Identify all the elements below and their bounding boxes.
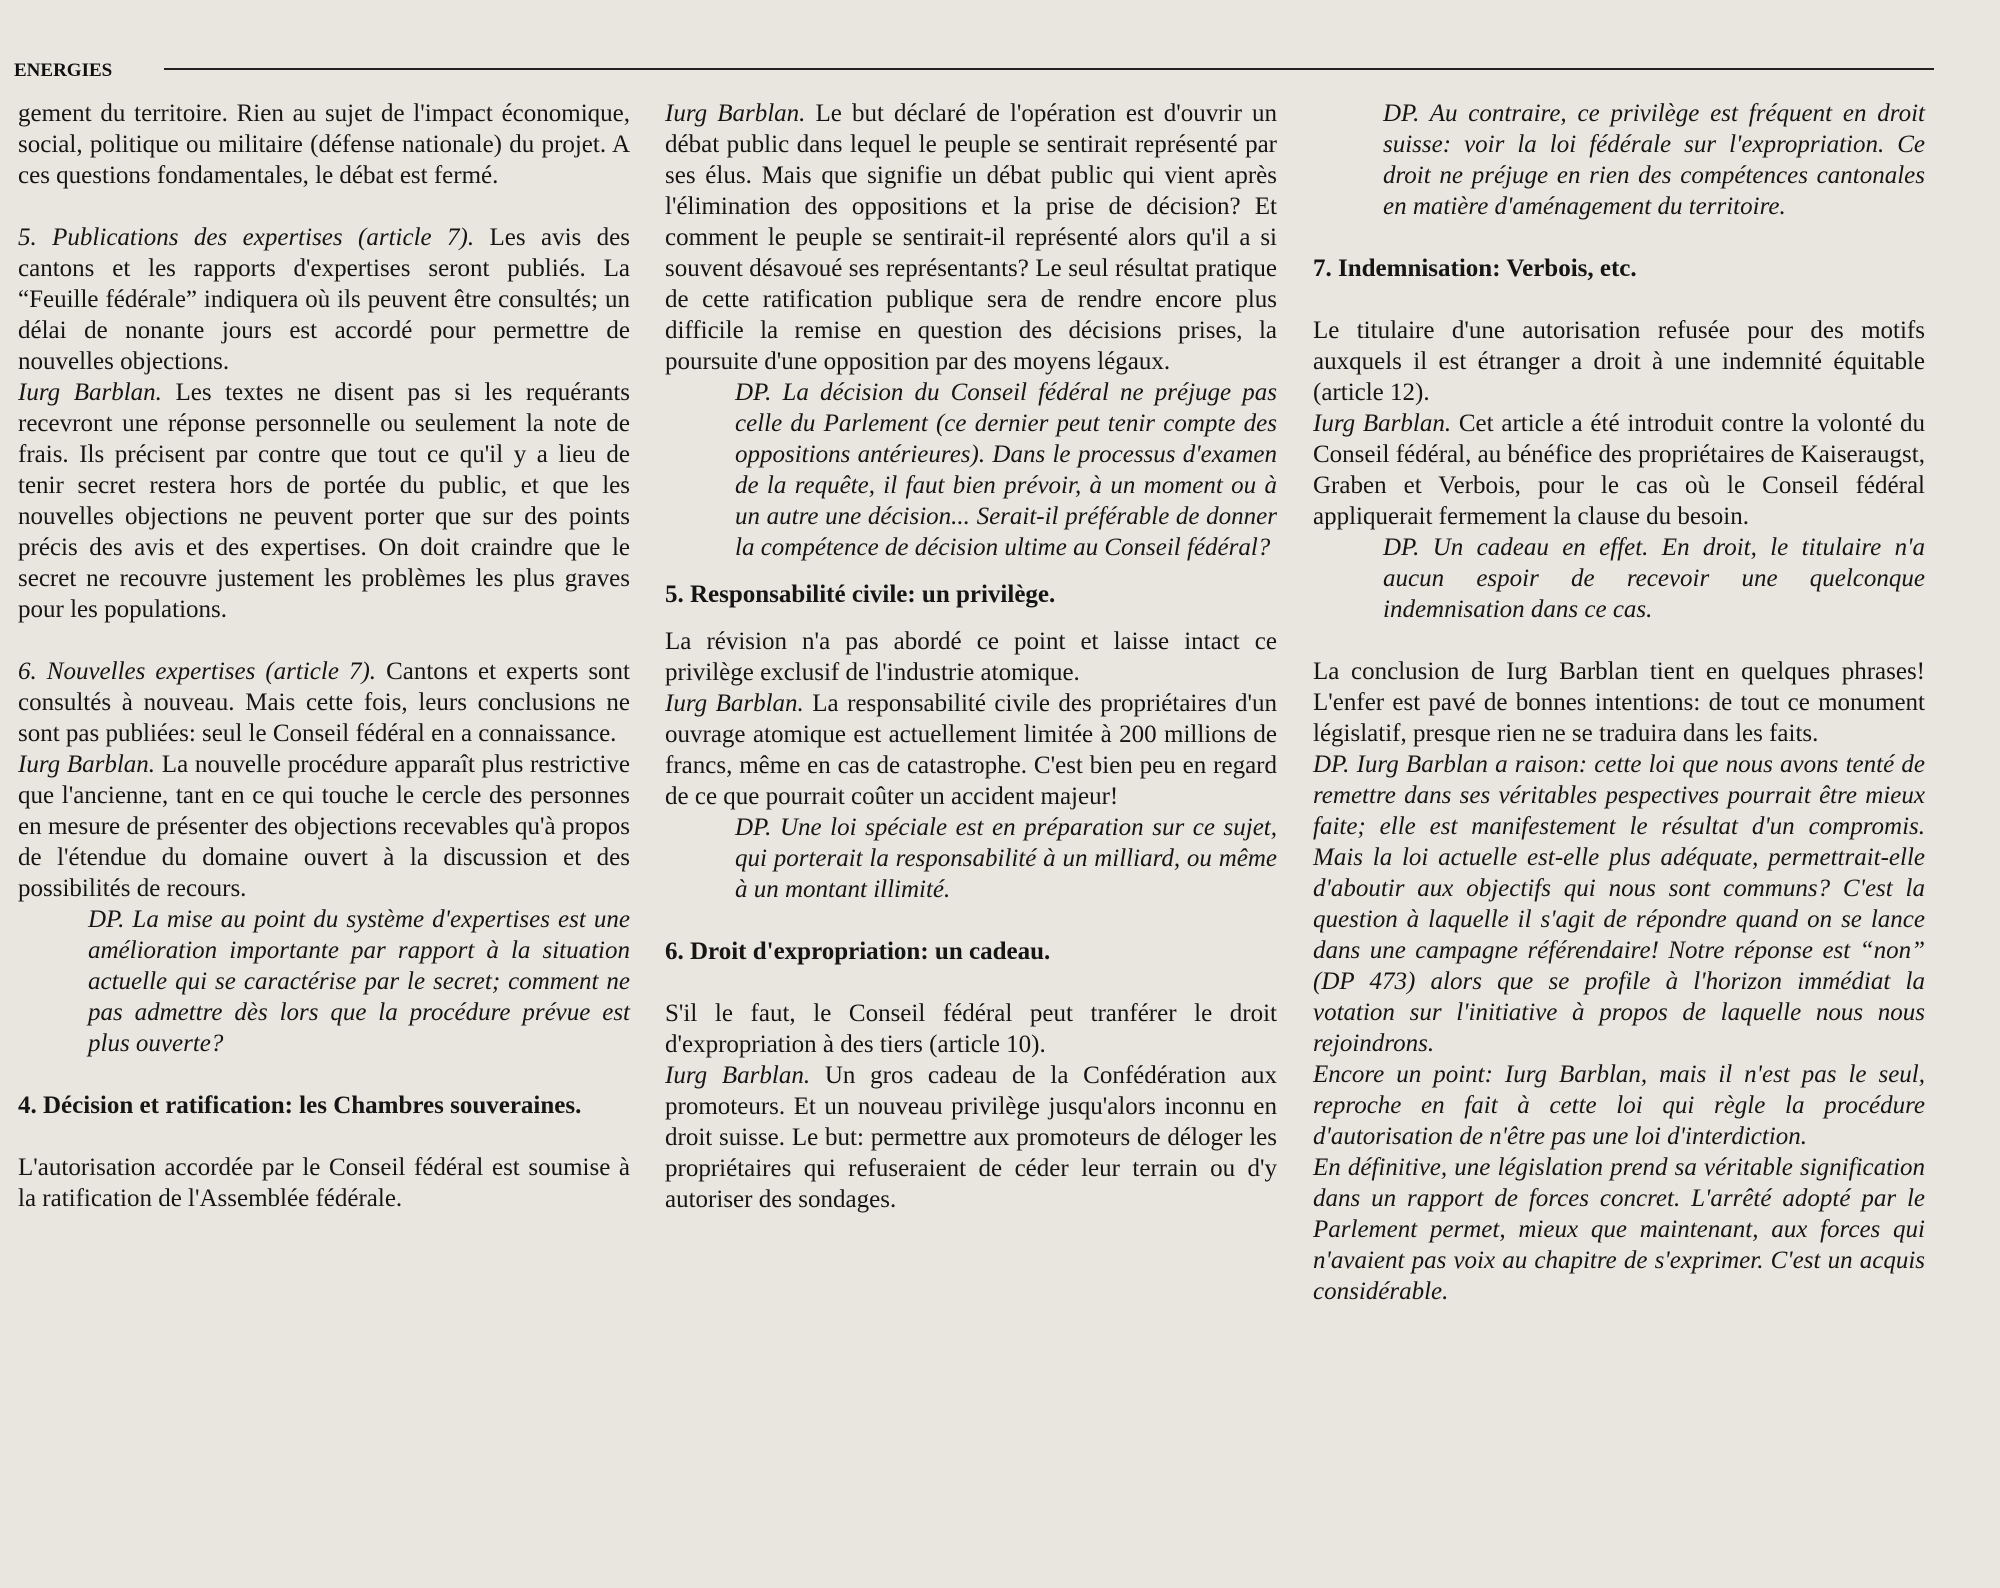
section-label: ENERGIES [14, 60, 113, 81]
dp-response: DP. Un cadeau en effet. En droit, le titulaire n'a aucun espoir de recevoir une quelconque indemnisation dans ce cas. [1383, 534, 1925, 623]
dp-response: DP. Iurg Barblan a raison: cette loi que nous avons tenté de remettre dans ses véritables pespectives pourrait être mieux faite; elle est manifestement le résultat d'un compromis. Mais la loi actuelle est-elle plus adéquate, permettrait-elle d'aboutir aux objectifs qui nous sont communs? C'est la question à laquelle il s'agit de répondre quand on se lance dans une campagne référendaire! Notre réponse est “non” (DP 473) alors que se profile à l'horizon immédiat la votation sur l'initiative à propos de laquelle nous nous rejoindrons. [1313, 751, 1925, 1057]
section-heading: 5. Responsabilité civile: un privilège. [665, 581, 1056, 608]
column-2 [665, 98, 1277, 1215]
article-lead: 6. Nouvelles expertises (article 7). [18, 658, 377, 685]
paragraph [1313, 408, 1925, 532]
paragraph: La révision n'a pas abordé ce point et laisse intact ce privilège exclusif de l'industrie atomique. [665, 628, 1277, 686]
speaker-name: Iurg Barblan. [665, 100, 806, 127]
dp-response: DP. Au contraire, ce privilège est fréquent en droit suisse: voir la loi fédérale sur l'expropriation. Ce droit ne préjuge en rien des compétences cantonales en matière d'aménagement du territoire. [1383, 100, 1925, 220]
page-header [14, 60, 1934, 90]
paragraph-text: La responsabilité civile des propriétaires d'un ouvrage atomique est actuellement limitée à 200 millions de francs, même en cas de catastrophe. C'est bien peu en regard de ce que pourrait coûter un accident majeur! [665, 690, 1277, 810]
speaker-name: Iurg Barblan. [1313, 410, 1452, 437]
paragraph: gement du territoire. Rien au sujet de l'impact économique, social, politique ou militaire (défense nationale) du projet. A ces questions fondamentales, le débat est fermé. [18, 100, 630, 189]
paragraph-text: Les textes ne disent pas si les requérants recevront une réponse personnelle ou seulement la note de frais. Ils précisent par contre que tout ce qu'il y a lieu de tenir secret restera hors de portée du public, et que les nouvelles objections ne peuvent porter que sur des points précis des avis et des expertises. On doit craindre que le secret ne recouvre justement les problèmes les plus graves pour les populations. [18, 379, 630, 623]
speaker-name: Iurg Barblan. [18, 379, 162, 406]
paragraph: L'autorisation accordée par le Conseil fédéral est soumise à la ratification de l'Assemblée fédérale. [18, 1154, 630, 1212]
speaker-name: Iurg Barblan. [18, 751, 156, 778]
paragraph [665, 98, 1277, 377]
paragraph: La conclusion de Iurg Barblan tient en quelques phrases! L'enfer est pavé de bonnes intentions: de tout ce monument législatif, presque rien ne se traduira dans les faits. [1313, 658, 1925, 747]
paragraph-text: Cet article a été introduit contre la volonté du Conseil fédéral, au bénéfice des propriétaires de Kaiseraugst, Graben et Verbois, pour le cas où le Conseil fédéral appliquerait fermement la clause du besoin. [1313, 410, 1925, 530]
column-3 [1313, 98, 1925, 1307]
section-heading: 7. Indemnisation: Verbois, etc. [1313, 255, 1637, 282]
column-1 [18, 98, 630, 1214]
paragraph [665, 688, 1277, 812]
article-lead: 5. Publications des expertises (article 7). [18, 224, 475, 251]
paragraph [18, 749, 630, 904]
paragraph-text: Les avis des cantons et les rapports d'expertises seront publiés. La “Feuille fédérale” indiquera où ils peuvent être consultés; un délai de nonante jours est accordé pour permettre de nouvelles objections. [18, 224, 630, 375]
header-rule [164, 68, 1934, 70]
speaker-name: Iurg Barblan. [665, 1062, 811, 1089]
paragraph [18, 656, 630, 749]
paragraph [665, 1060, 1277, 1215]
paragraph-text: Un gros cadeau de la Confédération aux promoteurs. Et un nouveau privilège jusqu'alors inconnu en droit suisse. Le but: permettre aux promoteurs de déloger les propriétaires qui refuseraient de céder leur terrain ou d'y autoriser des sondages. [665, 1062, 1278, 1213]
paragraph-text: Cantons et experts sont consultés à nouveau. Mais cette fois, leurs conclusions ne sont pas publiées: seul le Conseil fédéral en a connaissance. [18, 658, 630, 747]
paragraph-text: Le but déclaré de l'opération est d'ouvrir un débat public dans lequel le peuple se sentirait représenté par ses élus. Mais que signifie un débat public qui vient après l'élimination des oppositions et la prise de décision? Et comment le peuple se sentirait-il représenté alors qu'il a si souvent désavoué ses représentants? Le seul résultat pratique de cette ratification publique sera de rendre encore plus difficile la remise en question des décisions prises, la poursuite d'une opposition par des moyens légaux. [665, 100, 1277, 375]
dp-response: DP. Une loi spéciale est en préparation sur ce sujet, qui porterait la responsabilité à un milliard, ou même à un montant illimité. [735, 814, 1277, 903]
paragraph-text: La nouvelle procédure apparaît plus restrictive que l'ancienne, tant en ce qui touche le cercle des personnes en mesure de présenter des objections recevables qu'à propos de l'étendue du domaine ouvert à la discussion et des possibilités de recours. [18, 751, 630, 902]
paragraph: S'il le faut, le Conseil fédéral peut tranférer le droit d'expropriation à des tiers (article 10). [665, 1000, 1277, 1058]
paragraph [18, 222, 630, 377]
dp-response: DP. La décision du Conseil fédéral ne préjuge pas celle du Parlement (ce dernier peut tenir compte des oppositions antérieures). Dans le processus d'examen de la requête, il faut bien prévoir, à un moment ou à un autre une décision... Serait-il préférable de donner la compétence de décision ultime au Conseil fédéral? [735, 379, 1277, 561]
dp-response: Encore un point: Iurg Barblan, mais il n'est pas le seul, reproche en fait à cette loi qui règle la procédure d'autorisation de n'être pas une loi d'interdiction. [1313, 1061, 1925, 1150]
paragraph [18, 377, 630, 625]
section-heading: 4. Décision et ratification: les Chambres souveraines. [18, 1092, 582, 1119]
paragraph: Le titulaire d'une autorisation refusée pour des motifs auxquels il est étranger a droit à une indemnité équitable (article 12). [1313, 317, 1925, 406]
section-heading: 6. Droit d'expropriation: un cadeau. [665, 938, 1051, 965]
speaker-name: Iurg Barblan. [665, 690, 804, 717]
dp-response: En définitive, une législation prend sa véritable signification dans un rapport de forces concret. L'arrêté adopté par le Parlement permet, mieux que maintenant, aux forces qui n'avaient pas voix au chapitre de s'exprimer. C'est un acquis considérable. [1313, 1154, 1925, 1305]
dp-response: DP. La mise au point du système d'expertises est une amélioration importante par rapport à la situation actuelle qui se caractérise par le secret; comment ne pas admettre dès lors que la procédure prévue est plus ouverte? [88, 906, 630, 1057]
